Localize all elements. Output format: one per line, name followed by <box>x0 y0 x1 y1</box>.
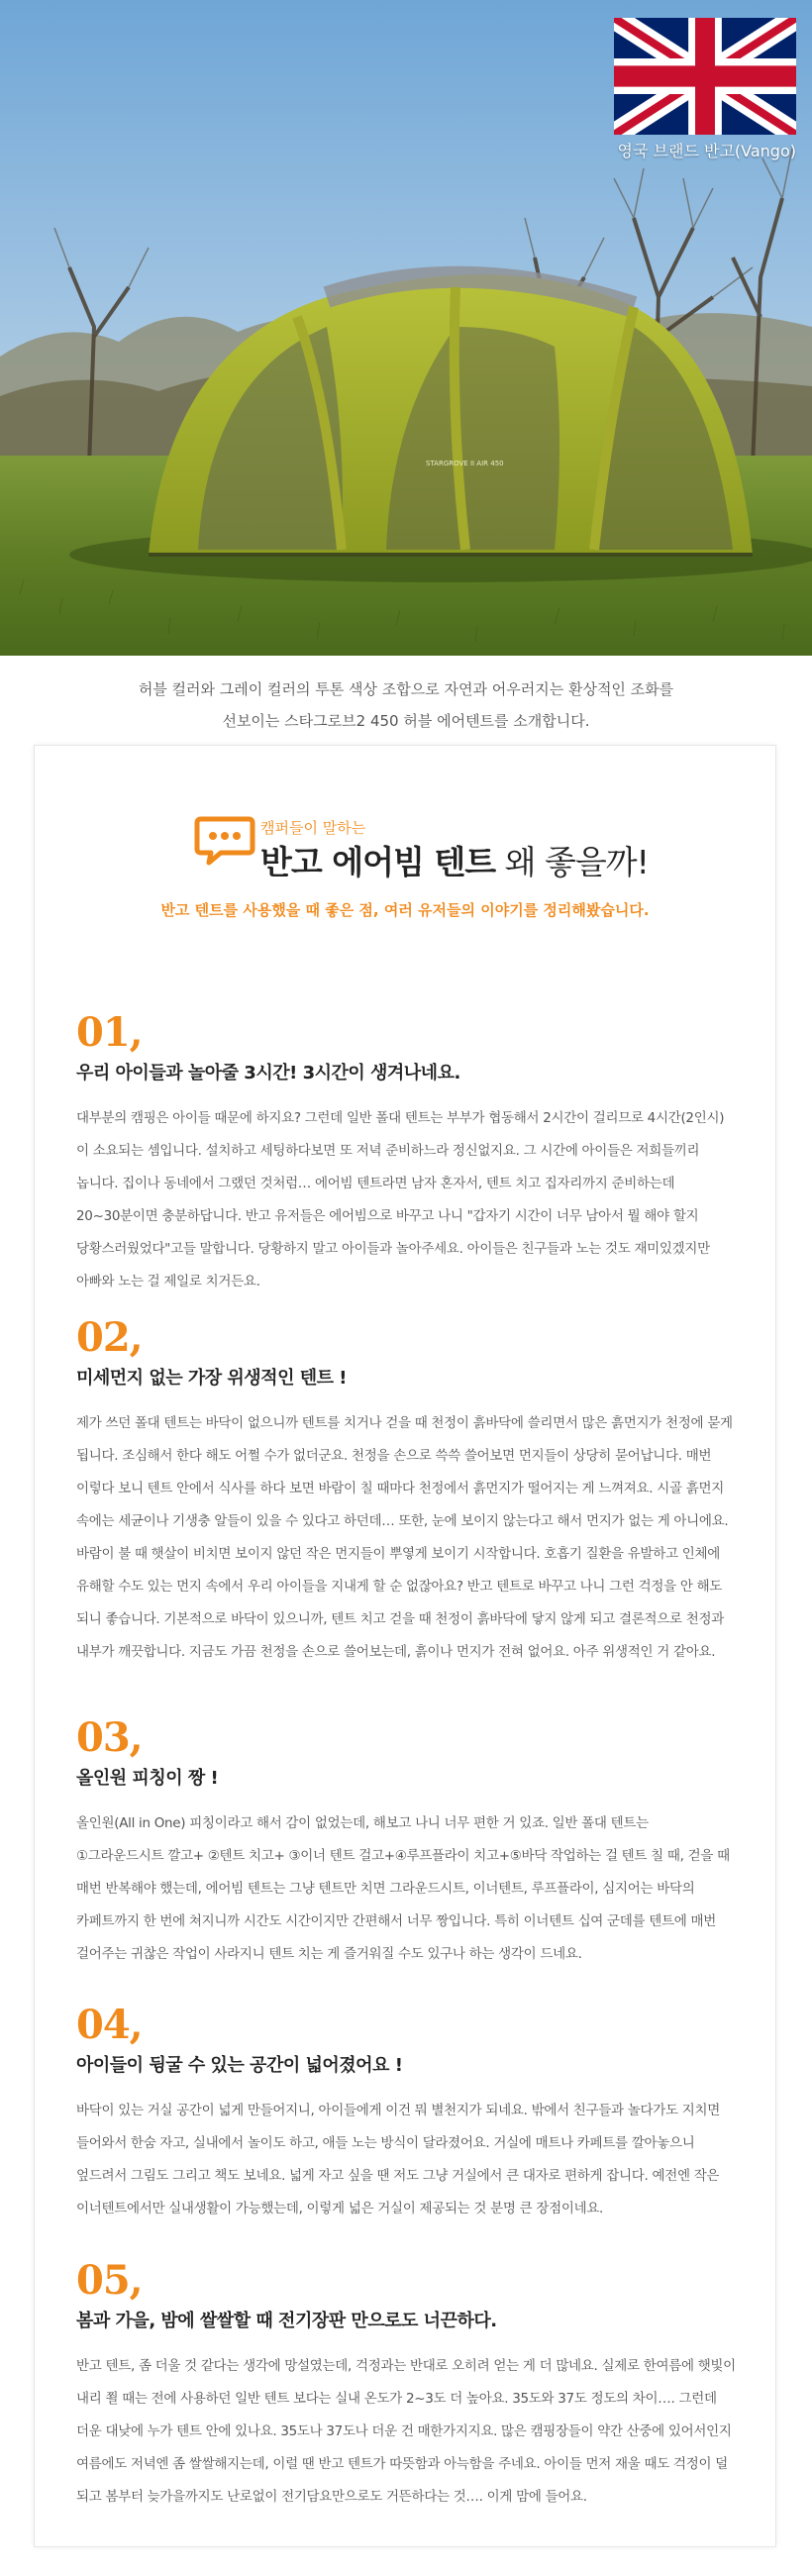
section-number: 02, <box>76 1314 143 1361</box>
headline-light: 왜 좋을까! <box>495 843 649 881</box>
chat-bubble-icon <box>193 815 256 867</box>
brand-origin-caption: 영국 브랜드 반고(Vango) <box>617 142 796 160</box>
intro-line-2: 선보이는 스타그로브2 450 허블 에어텐트를 소개합니다. <box>222 712 590 730</box>
reason-section-2 <box>76 1314 736 1669</box>
section-body: 대부분의 캠핑은 아이들 때문에 하지요? 그런데 일반 폴대 텐트는 부부가 협동해서 2시간이 걸리므로 4시간(2인시)이 소요되는 셈입니다. 설치하고 세팅하다보면 또 저녁 준비하느라 정신없지요. 그 시간에 아이들은 저희들끼리 놉니다. 집이나 동네에서 그랬던 것처럼… 에어빔 텐트라면 남자 혼자서, 텐트 치고 집자리까지 준비하는데 20~30분이면 충분하답니다. 반고 유저들은 에어빔으로 바꾸고 나니 "갑자기 시간이 너무 남아서 뭘 해야 할지 당황스러웠었다"고들 말합니다. 당황하지 말고 아이들과 놀아주세요. 아이들은 친구들과 노는 것도 재미있겠지만 아빠와 노는 걸 제일로 치거든요. <box>76 1110 725 1289</box>
tent-brand-text: STARGROVE II AIR 450 <box>426 460 504 467</box>
reason-section-1 <box>76 1009 736 1298</box>
reason-section-3 <box>76 1714 736 1971</box>
reasons-card <box>34 745 776 2547</box>
section-number: 04, <box>76 2002 143 2048</box>
reason-section-5 <box>76 2257 736 2514</box>
intro-text <box>0 673 812 737</box>
section-body: 올인원(All in One) 피칭이라고 해서 감이 없었는데, 해보고 나니 너무 편한 거 있죠. 일반 폴대 텐트는 ①그라운드시트 깔고+ ②텐트 치고+ ③이너 텐트 걸고+④루프플라이 치고+⑤바닥 작업하는 걸 텐트 칠 때, 걷을 때 매번 반복해야 했는데, 에어빔 텐트는 그냥 텐트만 치면 그라운드시트, 이너텐트, 루프플라이, 심지어는 바닥의 카페트까지 한 번에 쳐지니까 시간도 시간이지만 간편해서 너무 짱입니다. 특히 이너텐트 십여 군데를 텐트에 매번 걸어주는 귀찮은 작업이 사라지니 텐트 치는 게 즐거워질 수도 있구나 하는 생각이 드네요. <box>76 1815 730 1962</box>
section-body: 반고 텐트, 좀 더울 것 같다는 생각에 망설였는데, 걱정과는 반대로 오히려 얻는 게 더 많네요. 실제로 한여름에 햇빛이 내리 쬘 때는 전에 사용하던 일반 텐트 보다는 실내 온도가 2~3도 더 높아요. 35도와 37도 정도의 차이…. 그런데 더운 대낮에 누가 텐트 안에 있나요. 35도나 37도나 더운 건 매한가지지요. 많은 캠핑장들이 약간 산중에 있어서인지 여름에도 저녁엔 좀 쌀쌀해지는데, 이럴 땐 반고 텐트가 따뜻함과 아늑함을 주네요. 아이들 먼저 재울 때도 걱정이 덜 되고 봄부터 늦가을까지도 난로없이 전기담요만으로도 거뜬하다는 것…. 이게 맘에 들어요. <box>76 2358 736 2505</box>
intro-line-1: 허블 컬러와 그레이 컬러의 투톤 색상 조합으로 자연과 어우러지는 환상적인 조화를 <box>138 680 674 698</box>
union-jack-flag-icon <box>614 18 796 135</box>
section-body: 바닥이 있는 거실 공간이 넓게 만들어지니, 아이들에게 이건 뭐 별천지가 되네요. 밖에서 친구들과 놀다가도 지치면 들어와서 한숨 자고, 실내에서 놀이도 하고, 애들 노는 방식이 달라졌어요. 거실에 매트나 카페트를 깔아놓으니 엎드려서 그림도 그리고 책도 보네요. 넓게 자고 싶을 땐 저도 그냥 거실에서 큰 대자로 편하게 잡니다. 예전엔 작은 이너텐트에서만 실내생활이 가능했는데, 이렇게 넓은 거실이 제공되는 것 분명 큰 장점이네요. <box>76 2103 720 2216</box>
header-headline <box>260 837 649 883</box>
header-subhead: 반고 텐트를 사용했을 때 좋은 점, 여러 유저들의 이야기를 정리해봤습니다. <box>160 901 650 919</box>
section-number: 01, <box>76 1009 143 1056</box>
section-number: 05, <box>76 2257 143 2304</box>
section-title: 봄과 가을, 밤에 쌀쌀할 때 전기장판 만으로도 너끈하다. <box>76 2311 497 2331</box>
section-title: 올인원 피칭이 짱 ! <box>76 1768 219 1789</box>
headline-bold: 반고 에어빔 텐트 <box>260 843 496 881</box>
reason-section-4 <box>76 2002 736 2225</box>
section-body: 제가 쓰던 폴대 텐트는 바닥이 없으니까 텐트를 치거나 걷을 때 천정이 흙바닥에 쓸리면서 많은 흙먼지가 천정에 묻게 됩니다. 조심해서 한다 해도 어쩔 수가 없더군요. 천정을 손으로 쓱쓱 쓸어보면 먼지들이 상당히 묻어납니다. 매번 이렇다 보니 텐트 안에서 식사를 하다 보면 바람이 칠 때마다 천정에서 흙먼지가 떨어지는 게 느껴져요. 시골 흙먼지 속에는 세균이나 기생충 알들이 있을 수 있다고 하던데… 또한, 눈에 보이지 않는다고 해서 먼지가 없는 게 아니에요. 바람이 불 때 햇살이 비치면 보이지 않던 작은 먼지들이 뿌옇게 보이기 시작합니다. 호흡기 질환을 유발하고 인체에 유해할 수도 있는 먼지 속에서 우리 아이들을 지내게 할 순 없잖아요? 반고 텐트로 바꾸고 나니 그런 걱정을 안 해도 되니 좋습니다. 기본적으로 바닥이 있으니까, 텐트 치고 걷을 때 천정이 흙바닥에 닿지 않게 되고 결론적으로 천정과 내부가 깨끗합니다. 지금도 가끔 천정을 손으로 쓸어보는데, 흙이나 먼지가 전혀 없어요. 아주 위생적인 거 같아요. <box>76 1415 733 1660</box>
section-title: 우리 아이들과 놀아줄 3시간! 3시간이 생겨나네요. <box>76 1063 460 1083</box>
header-kicker: 캠퍼들이 말하는 <box>260 819 366 837</box>
section-title: 아이들이 뒹굴 수 있는 공간이 넓어졌어요 ! <box>76 2055 403 2076</box>
section-title: 미세먼지 없는 가장 위생적인 텐트 ! <box>76 1368 347 1389</box>
section-number: 03, <box>76 1714 143 1761</box>
